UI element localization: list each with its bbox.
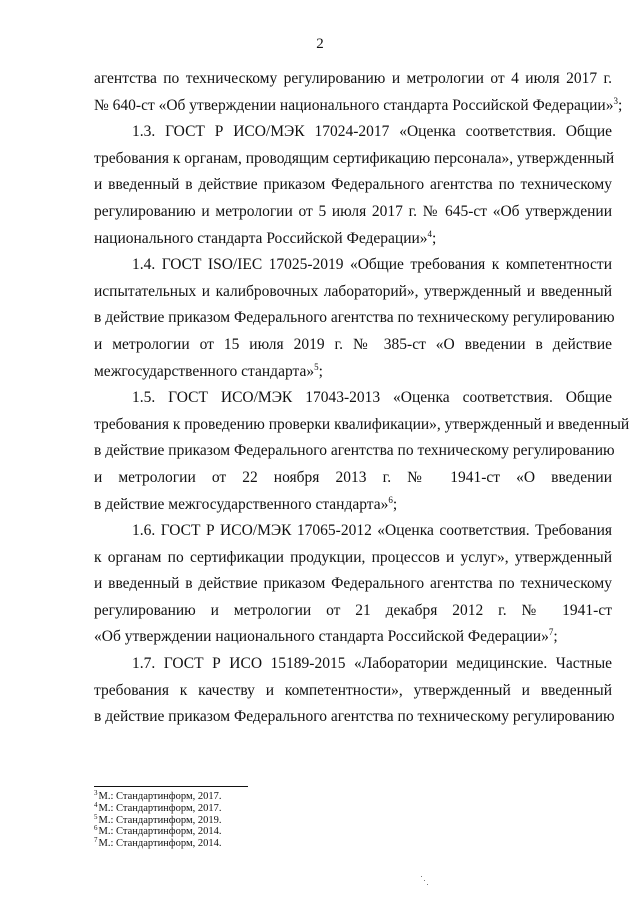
text-line-last: национального стандарта Российской Федерации»$^4$; [94,228,437,247]
footnote-item: $^6$М.: Стандартинформ, 2014. [94,824,222,838]
text-line: 1.5. ГОСТ ИСО/МЭК 17043-2013 «Оценка соответствия. Общие [132,389,612,407]
text-line: в действие приказом Федерального агентства по техническому регулированию [94,708,615,726]
scan-speck [427,884,428,885]
page-number: 2 [316,36,324,52]
text-line: и введенный в действие приказом Федерального агентства по техническому [94,176,612,194]
text-line: 1.6. ГОСТ Р ИСО/МЭК 17065-2012 «Оценка соответствия. Требования [132,522,612,540]
footnotes [94,791,221,850]
text-line: 1.7. ГОСТ Р ИСО 15189-2015 «Лаборатории медицинские. Частные [132,655,612,673]
text-line: к органам по сертификации продукции, процессов и услуг», утвержденный [94,548,612,566]
footnote-item: $^5$М.: Стандартинформ, 2019. [94,812,222,826]
text-line: и метрологии от 15 июля 2019 г. № 385-ст «О введении в действие [94,335,612,353]
footnote-ref: 6 [388,494,393,505]
text-line: регулированию и метрологии от 21 декабря 2012 г. № 1941-ст [94,601,612,619]
footnote-ref: 5 [314,361,319,372]
text-line: в действие приказом Федерального агентства по техническому регулированию [94,309,615,327]
paragraph-1-7 [94,651,615,731]
text-line: испытательных и калибровочных лабораторий», утвержденный и введенный [94,282,612,300]
text-line: требования к органам, проводящим сертификацию персонала», утвержденный [94,149,615,167]
footnote-item: $^3$М.: Стандартинформ, 2017. [94,789,222,802]
footnote-ref: 7 [548,627,554,638]
paragraph-1-4 [94,252,615,385]
text-line-last: «Об утверждении национального стандарта Российской Федерации»$^7$; [94,627,558,646]
text-line-last: № 640-ст «Об утверждении национального стандарта Российской Федерации»$^3$; [94,95,623,114]
footnote-item: $^4$М.: Стандартинформ, 2017. [94,800,222,814]
paragraph-1-6 [94,518,612,651]
footnote-ref: 3 [613,95,618,106]
footnote-item: $^7$М.: Стандартинформ, 2014. [94,836,222,850]
paragraph-1-3 [94,119,615,252]
footnote-ref: 4 [427,228,433,239]
body-text [94,66,630,731]
text-line: требования к проведению проверки квалификации», утвержденный и введенный [94,415,630,433]
scan-speck [421,876,422,877]
text-line: в действие приказом Федерального агентства по техническому регулированию [94,442,615,460]
text-line: и метрологии от 22 ноября 2013 г. № 1941-ст «О введении [94,468,612,486]
scan-speck [424,880,425,881]
footnote-separator [94,786,248,787]
text-line: агентства по техническому регулированию и метрологии от 4 июля 2017 г. [94,70,612,87]
text-line: 1.3. ГОСТ Р ИСО/МЭК 17024-2017 «Оценка соответствия. Общие [132,123,612,141]
text-line: 1.4. ГОСТ ISO/IEC 17025-2019 «Общие требования к компетентности [132,256,612,274]
paragraph-1-5 [94,385,630,518]
text-line: требования к качеству и компетентности», утвержденный и введенный [94,681,612,699]
text-line: и введенный в действие приказом Федерального агентства по техническому [94,575,612,593]
text-line: регулированию и метрологии от 5 июля 2017 г. № 645-ст «Об утверждении [94,202,612,220]
paragraph-continuation [94,66,623,119]
text-line-last: межгосударственного стандарта»$^5$; [94,361,323,380]
text-line-last: в действие межгосударственного стандарта»$^6$; [94,494,398,513]
